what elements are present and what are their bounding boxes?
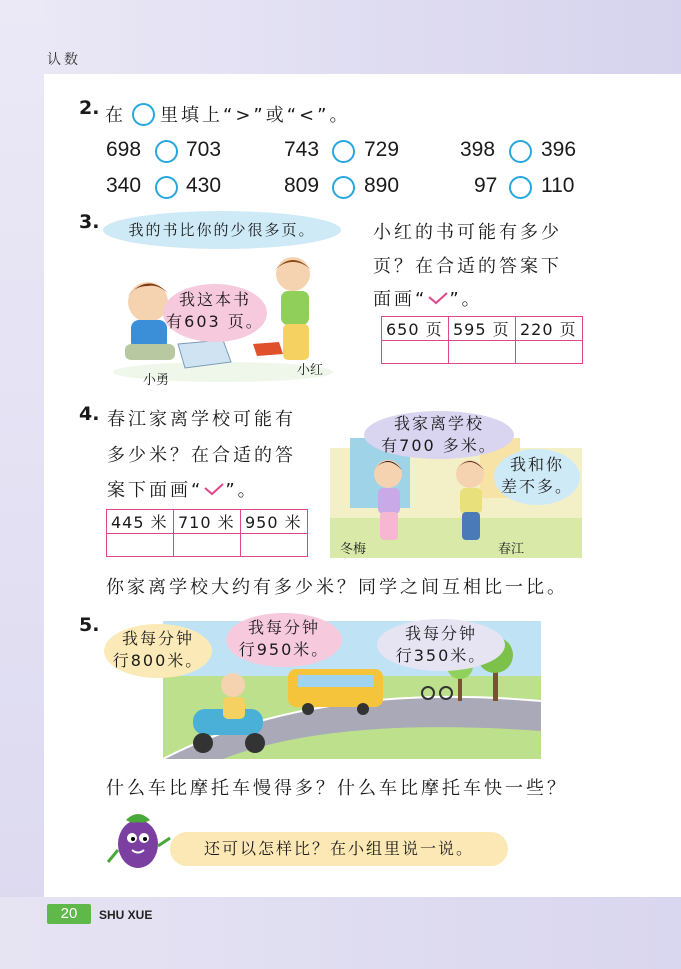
page-frame-top [0, 0, 681, 74]
checkmark-icon [427, 291, 449, 305]
subject-label: SHU XUE [99, 908, 153, 922]
q2-r1c2-answer-circle[interactable] [332, 140, 355, 163]
q4-question-line2: 多少米？在合适的答 [107, 445, 296, 466]
q2-r2c3-b: 110 [541, 174, 575, 197]
q3-question-line3 [373, 285, 483, 311]
q3-option-1: 650 页 [382, 317, 449, 341]
q4-boy-name: 春江 [498, 542, 525, 557]
q2-r2c2-b: 890 [364, 174, 400, 197]
q2-r1c3-a: 398 [460, 138, 496, 161]
q4-answer-cell-1[interactable] [107, 534, 174, 557]
q2-r2c1-a: 340 [106, 174, 142, 197]
tip-speech-bubble: 还可以怎样比？在小组里说一说。 [170, 832, 508, 866]
q2-r2c3-answer-circle[interactable] [509, 176, 532, 199]
q4-followup-question: 你家离学校大约有多少米？同学之间互相比一比。 [106, 577, 568, 598]
q3-question-line3-end: ”。 [449, 289, 483, 310]
q4-question-line3-text: 案下面画“ [107, 480, 204, 501]
q4-boy-bubble-line2: 差不多。 [500, 477, 573, 496]
q3-boy-bubble-line1: 我这本书 [178, 290, 251, 309]
question-3-number: 3. [79, 211, 100, 233]
q3-answer-table [381, 316, 583, 364]
q3-answer-cell-3[interactable] [516, 341, 583, 364]
q3-girl-name: 小红 [297, 363, 324, 378]
q3-question-line3-text: 面画“ [373, 289, 428, 310]
question-5-number: 5. [79, 614, 100, 636]
page-number-badge: 20 [47, 904, 91, 924]
q2-r1c2-b: 729 [364, 138, 400, 161]
q3-boy-name: 小勇 [143, 373, 170, 388]
q4-option-2: 710 米 [174, 510, 241, 534]
q4-option-3: 950 米 [241, 510, 308, 534]
q3-boy-bubble-line2: 有603 页。 [166, 312, 264, 331]
q4-question-line3-end: ”。 [225, 480, 259, 501]
q3-answer-cell-2[interactable] [449, 341, 516, 364]
q4-option-1: 445 米 [107, 510, 174, 534]
q4-answer-table [106, 509, 308, 557]
question-4-number: 4. [79, 403, 100, 425]
q4-answer-cell-3[interactable] [241, 534, 308, 557]
q3-girl-speech-bubble: 我的书比你的少很多页。 [103, 211, 341, 249]
q2-r1c1-b: 703 [186, 138, 222, 161]
q5-bus-speech-bubble [226, 613, 342, 667]
q2-r2c2-a: 809 [284, 174, 320, 197]
q5-bubble1-line2: 行800米。 [112, 651, 204, 670]
q2-r1c3-b: 396 [541, 138, 577, 161]
q5-question: 什么车比摩托车慢得多？什么车比摩托车快一些？ [106, 778, 568, 799]
q2-r2c1-answer-circle[interactable] [155, 176, 178, 199]
q4-answer-cell-2[interactable] [174, 534, 241, 557]
q3-answer-cell-1[interactable] [382, 341, 449, 364]
q3-question-line2: 页？在合适的答案下 [373, 256, 562, 277]
q5-bubble2-line1: 我每分钟 [247, 618, 320, 637]
question-2-number: 2. [79, 97, 100, 119]
q4-girl-name: 冬梅 [340, 542, 367, 557]
q4-question-line1: 春江家离学校可能有 [107, 409, 296, 430]
q2-r1c3-answer-circle[interactable] [509, 140, 532, 163]
q4-question-line3 [107, 476, 259, 502]
q5-bubble3-line2: 行350米。 [395, 646, 487, 665]
checkmark-icon [203, 482, 225, 496]
page-frame-left [0, 0, 44, 969]
q4-girl-bubble-line1: 我家离学校 [393, 414, 484, 433]
q2-r2c3-a: 97 [474, 174, 498, 197]
q5-bubble2-line2: 行950米。 [238, 640, 330, 659]
q4-girl-bubble-line2: 有700 多米。 [381, 436, 497, 455]
q2-r1c2-a: 743 [284, 138, 320, 161]
eggplant-mascot-icon [104, 806, 172, 874]
q2-r1c1-answer-circle[interactable] [155, 140, 178, 163]
q2-instruction-circle-icon [132, 103, 155, 126]
q3-boy-speech-bubble [163, 284, 267, 342]
q5-bubble1-line1: 我每分钟 [121, 629, 194, 648]
q5-bicycle-speech-bubble [377, 619, 505, 671]
q2-r2c1-b: 430 [186, 174, 222, 197]
q4-boy-speech-bubble [494, 449, 580, 505]
section-header: 认数 [47, 52, 81, 68]
q5-motorbike-speech-bubble [104, 624, 212, 678]
q5-bubble3-line1: 我每分钟 [404, 624, 477, 643]
q3-option-2: 595 页 [449, 317, 516, 341]
q2-r2c2-answer-circle[interactable] [332, 176, 355, 199]
q3-option-3: 220 页 [516, 317, 583, 341]
q3-question-line1: 小红的书可能有多少 [373, 222, 562, 243]
q2-instruction-post: 里填上“>”或“<”。 [160, 105, 351, 126]
q4-girl-speech-bubble [364, 411, 514, 459]
q2-r1c1-a: 698 [106, 138, 142, 161]
q4-boy-bubble-line1: 我和你 [509, 455, 564, 474]
q2-instruction-pre: 在 [105, 105, 126, 126]
